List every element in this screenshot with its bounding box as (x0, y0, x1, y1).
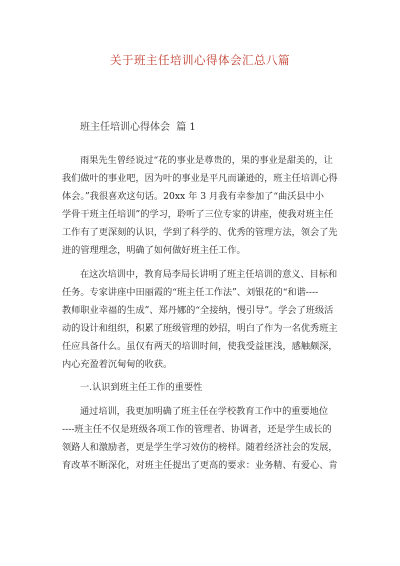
subheading-text: 班主任培训心得体会 (80, 122, 170, 133)
paragraph-3-line-3: 领路人和激励者，更是学生学习效仿的榜样。随着经济社会的发展， (62, 442, 338, 453)
paragraph-2-line-2: 任务。专家讲座中田丽霞的“班主任工作法”、刘银花的“和谐---- (62, 287, 319, 298)
document-title: 关于班主任培训心得体会汇总八篇 (110, 53, 290, 67)
paragraph-1-line-6: 进的管理理念，明确了如何做好班主任工作。 (62, 245, 246, 256)
paragraph-1-line-4: 学骨干班主任培训”的学习，聆听了三位专家的讲座，使我对班主任 (62, 209, 334, 220)
paragraph-2-line-1: 在这次培训中，教育局李局长讲明了班主任培训的意义、目标和 (80, 269, 338, 280)
paragraph-1-line-2: 我们做叶的事业吧，因为叶的事业是平凡而谦逊的，班主任培训心得 (62, 173, 338, 184)
paragraph-1-line-3: 体会。”我很喜欢这句话。20xx 年 3 月我有幸参加了“曲沃县中小 (62, 191, 324, 202)
paragraph-3-line-1: 通过培训，我更加明确了班主任在学校教育工作中的重要地位 (80, 406, 329, 417)
section-subheading (80, 118, 196, 133)
paragraph-3-line-4: 育改革不断深化，对班主任提出了更高的要求：业务精、有爱心、肯 (62, 460, 338, 471)
paragraph-2-line-4: 动的设计和组织，积累了班级管理的妙招，明白了作为一名优秀班主 (62, 323, 338, 334)
paragraph-1-line-1: 雨果先生曾经说过“花的事业是尊贵的，果的事业是甜美的，让 (80, 155, 333, 166)
paragraph-3-line-2: ----班主任不仅是班级各项工作的管理者、协调者，还是学生成长的 (62, 424, 332, 435)
paragraph-2-line-6: 内心充盈着沉甸甸的收获。 (62, 359, 173, 370)
paragraph-2-line-3: 教师职业幸福的生成”、郑丹娜的“全接纳，慢引导”。学会了班级活 (62, 305, 334, 316)
paragraph-1-line-5: 工作有了更深刻的认识，学到了科学的、优秀的管理方法，领会了先 (62, 227, 338, 238)
subheading-number: 篇 1 (176, 122, 196, 133)
paragraph-2-line-5: 任应具备什么。虽仅有两天的培训时间，使我受益匪浅，感触颇深， (62, 341, 338, 352)
section-heading-1: 一.认识到班主任工作的重要性 (80, 382, 203, 393)
